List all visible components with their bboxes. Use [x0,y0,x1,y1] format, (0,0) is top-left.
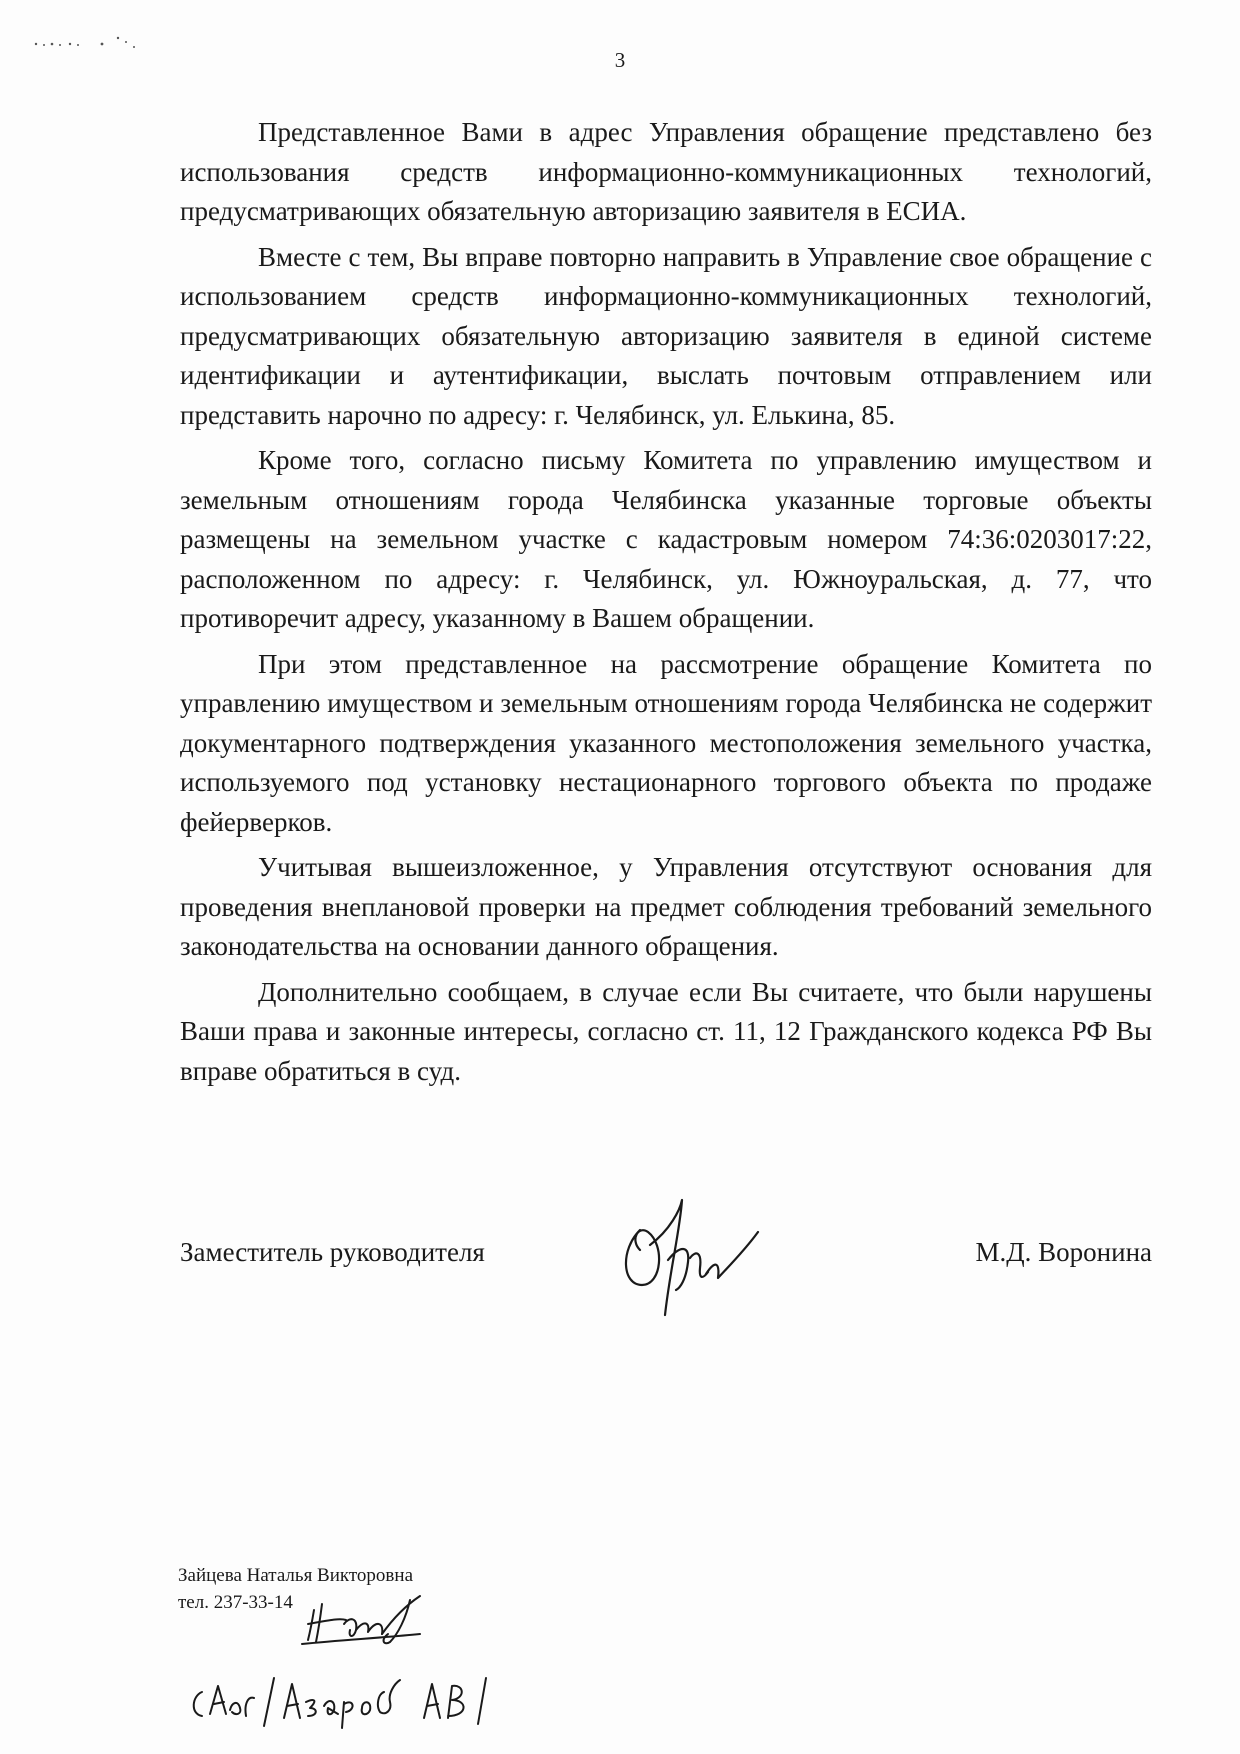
paragraph: Учитывая вышеизложенное, у Управления отсутствуют основания для проведения внеплановой проверки на предмет соблюдения требований земельного законодательства на основании данного обращения. [180,852,1152,961]
page-number: 3 [614,48,626,72]
paragraph: Представленное Вами в адрес Управления обращение представлено без использования средств информационно-коммуникационных технологий, предусматривающих обязательную авторизацию заявителя в ЕСИА. [180,117,1152,226]
paragraph: Вместе с тем, Вы вправе повторно направить в Управление свое обращение с использованием средств информационно-коммуникационных технологий, предусматривающих обязательную авторизацию заявителя в единой системе идентификации и аутентификации, выслать почтовым отправлением или представить нарочно по адресу: г. Челябинск, ул. Елькина, 85. [180,241,1152,430]
executor-signature [300,1590,450,1650]
handwritten-note [188,1670,508,1730]
paragraph: При этом представленное на рассмотрение обращение Комитета по управлению имуществом и земельным отношениям города Челябинска не содержит документарного подтверждения указанного местоположения земельного участка, используемого под установку нестационарного торгового объекта по продаже фейерверков. [180,648,1152,837]
letter-body [180,113,1152,1097]
signatory-position: Заместитель руководителя [180,1237,485,1267]
executor-name: Зайцева Наталья Викторовна [178,1565,414,1586]
signatory-name: М.Д. Воронина [975,1237,1152,1267]
paragraph: Дополнительно сообщаем, в случае если Вы считаете, что были нарушены Ваши права и законные интересы, согласно ст. 11, 12 Гражданского кодекса РФ Вы вправе обратиться в суд. [180,976,1152,1086]
handwritten-signature [610,1190,770,1330]
executor-phone: тел. 237-33-14 [178,1592,293,1613]
paragraph: Кроме того, согласно письму Комитета по управлению имуществом и земельным отношениям города Челябинска указанные торговые объекты размещены на земельном участке с кадастровым номером 74:36:0203017:22, расположенном по адресу: г. Челябинск, ул. Южноуральская, д. 77, что противоречит адресу, указанному в Вашем обращении. [180,445,1152,633]
